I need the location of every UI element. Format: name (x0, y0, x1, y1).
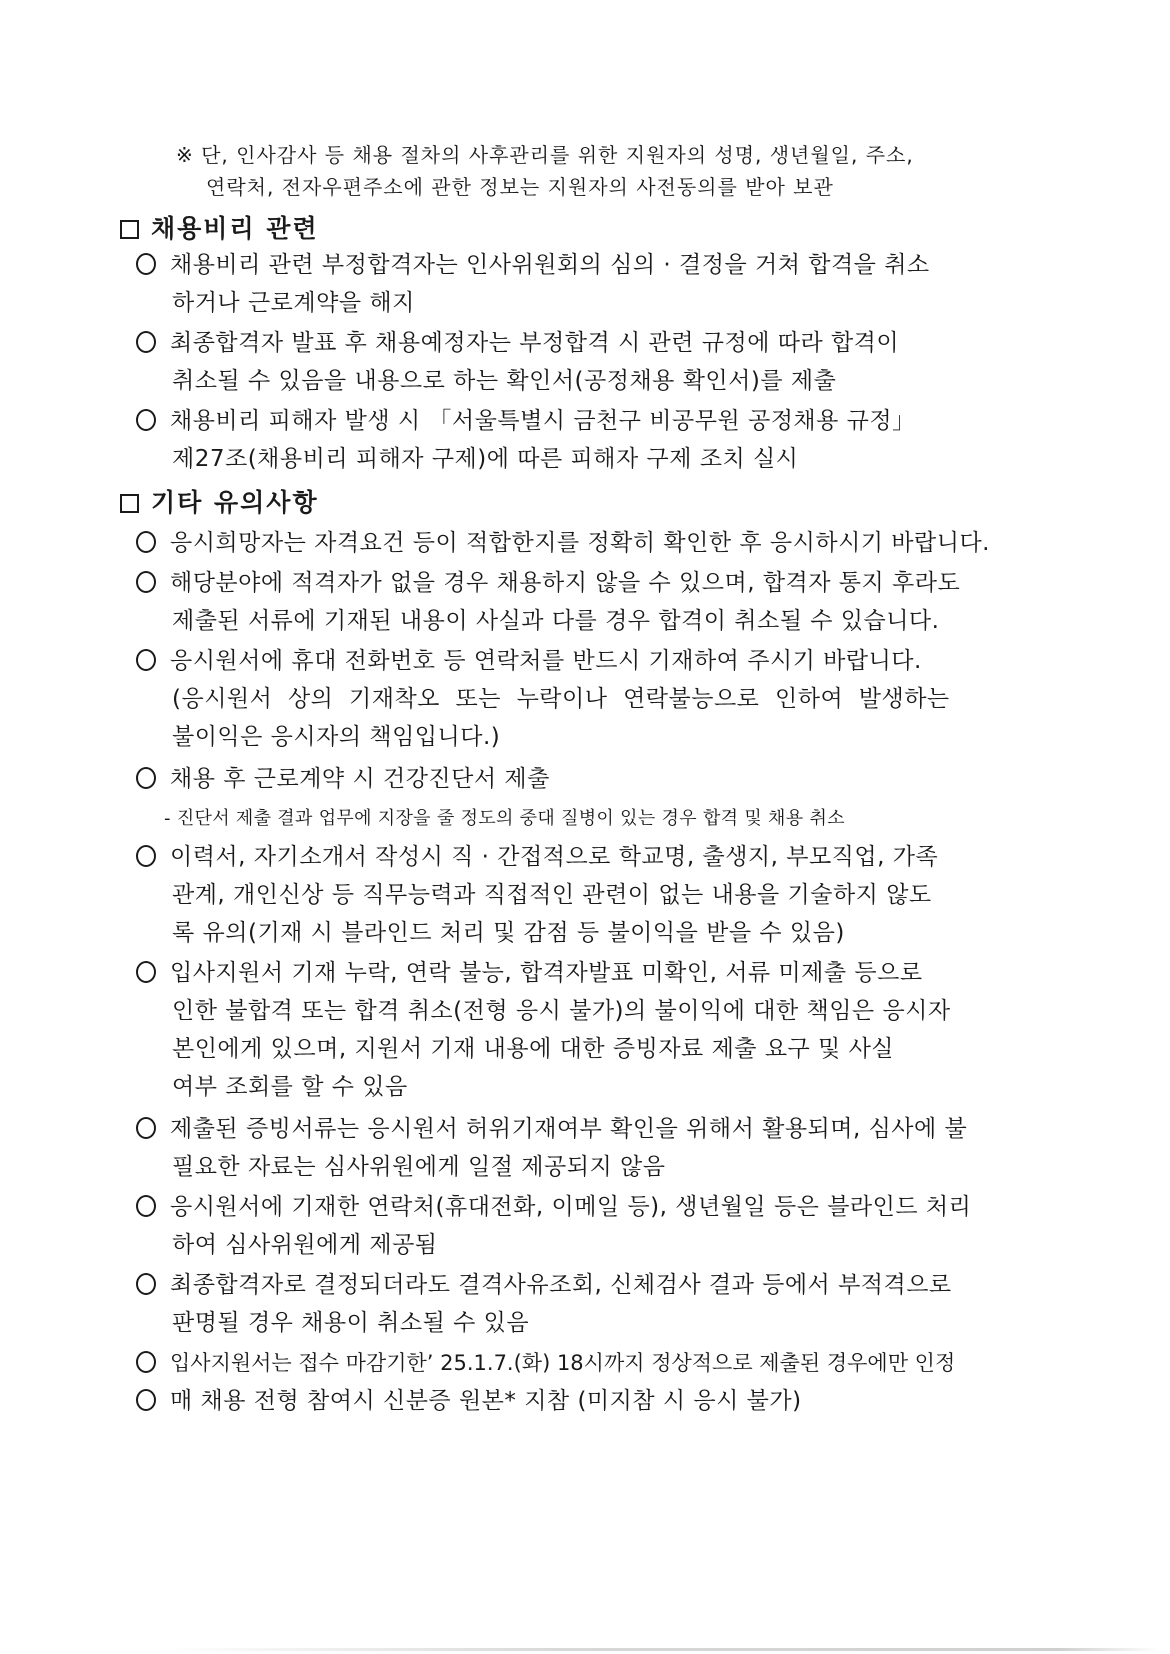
list-item (136, 1192, 971, 1222)
list-item-continuation: 본인에게 있으며, 지원서 기재 내용에 대한 증빙자료 제출 요구 및 사실 (172, 1036, 895, 1062)
list-item (136, 1348, 955, 1378)
list-item-continuation: 제27조(채용비리 피해자 구제)에 따른 피해자 구제 조치 실시 (172, 446, 799, 472)
circle-bullet-icon (136, 1117, 156, 1139)
list-item (136, 528, 990, 558)
list-item-text: 채용 후 근로계약 시 건강진단서 제출 (170, 766, 550, 792)
list-item (136, 406, 916, 436)
list-item-text: 매 채용 전형 참여시 신분증 원본* 지참 (미지참 시 응시 불가) (170, 1388, 802, 1414)
list-item-text: 응시원서에 휴대 전화번호 등 연락처를 반드시 기재하여 주시기 바랍니다. (170, 648, 922, 674)
list-item-continuation: 하여 심사위원에게 제공됨 (172, 1232, 438, 1258)
list-item (136, 764, 550, 794)
list-item-text: 입사지원서 기재 누락, 연락 불능, 합격자발표 미확인, 서류 미제출 등으로 (170, 960, 923, 986)
list-item-text: 채용비리 관련 부정합격자는 인사위원회의 심의 · 결정을 거쳐 합격을 취소 (170, 252, 930, 278)
list-item (136, 568, 960, 598)
list-item (136, 1270, 952, 1300)
circle-bullet-icon (136, 531, 156, 553)
section-title: 기타 유의사항 (151, 488, 319, 517)
list-item-continuation: 관계, 개인신상 등 직무능력과 직접적인 관련이 없는 내용을 기술하지 않도 (172, 882, 932, 908)
list-item-continuation: 취소될 수 있음을 내용으로 하는 확인서(공정채용 확인서)를 제출 (172, 368, 837, 394)
list-item-text: 응시희망자는 자격요건 등이 적합한지를 정확히 확인한 후 응시하시기 바랍니다. (170, 530, 990, 556)
section-title: 채용비리 관련 (151, 214, 319, 243)
circle-bullet-icon (136, 961, 156, 983)
list-item-continuation: 하거나 근로계약을 해지 (172, 290, 415, 316)
list-item-text: 해당분야에 적격자가 없을 경우 채용하지 않을 수 있으며, 합격자 통지 후라도 (170, 570, 961, 596)
section-heading-recruitment-corruption (120, 214, 319, 244)
list-item (136, 958, 923, 988)
circle-bullet-icon (136, 409, 156, 431)
circle-bullet-icon (136, 253, 156, 275)
list-item-continuation: 제출된 서류에 기재된 내용이 사실과 다를 경우 합격이 취소될 수 있습니다. (172, 608, 940, 634)
list-item (136, 328, 899, 358)
page-edge-shadow (160, 1648, 1160, 1651)
list-item-continuation: (응시원서 상의 기재착오 또는 누락이나 연락불능으로 인하여 발생하는 (172, 686, 950, 712)
list-item-text: 이력서, 자기소개서 작성시 직 · 간접적으로 학교명, 출생지, 부모직업, 가족 (170, 844, 939, 870)
circle-bullet-icon (136, 1351, 156, 1373)
circle-bullet-icon (136, 1273, 156, 1295)
list-item-text: 응시원서에 기재한 연락처(휴대전화, 이메일 등), 생년월일 등은 블라인드 처리 (170, 1194, 972, 1220)
section-heading-other-notes (120, 488, 319, 518)
circle-bullet-icon (136, 1389, 156, 1411)
square-bullet-icon (120, 494, 139, 513)
list-item (136, 250, 930, 280)
list-item-continuation: 필요한 자료는 심사위원에게 일절 제공되지 않음 (172, 1154, 666, 1180)
list-item (136, 842, 938, 872)
circle-bullet-icon (136, 845, 156, 867)
circle-bullet-icon (136, 1195, 156, 1217)
list-item-continuation: 록 유의(기재 시 블라인드 처리 및 감점 등 불이익을 받을 수 있음) (172, 920, 845, 946)
list-item-text: 최종합격자 발표 후 채용예정자는 부정합격 시 관련 규정에 따라 합격이 (170, 330, 900, 356)
list-item-text: 채용비리 피해자 발생 시 「서울특별시 금천구 비공무원 공정채용 규정」 (170, 408, 916, 434)
circle-bullet-icon (136, 767, 156, 789)
list-item (136, 1114, 967, 1144)
list-item (136, 1386, 802, 1416)
circle-bullet-icon (136, 331, 156, 353)
circle-bullet-icon (136, 649, 156, 671)
circle-bullet-icon (136, 571, 156, 593)
square-bullet-icon (120, 220, 139, 239)
list-item-text: 최종합격자로 결정되더라도 결격사유조회, 신체검사 결과 등에서 부적격으로 (170, 1272, 952, 1298)
list-item-continuation: 판명될 경우 채용이 취소될 수 있음 (172, 1310, 530, 1336)
list-item-text: 입사지원서는 접수 마감기한’ 25.1.7.(화) 18시까지 정상적으로 제출된 경우에만 인정 (170, 1351, 956, 1375)
intro-note-line-1: ※ 단, 인사감사 등 채용 절차의 사후관리를 위한 지원자의 성명, 생년월일, 주소, (176, 143, 914, 167)
sub-note: - 진단서 제출 결과 업무에 지장을 줄 정도의 중대 질병이 있는 경우 합격 및 채용 취소 (164, 808, 845, 829)
list-item-text: 제출된 증빙서류는 응시원서 허위기재여부 확인을 위해서 활용되며, 심사에 불 (170, 1116, 968, 1142)
list-item-continuation: 인한 불합격 또는 합격 취소(전형 응시 불가)의 불이익에 대한 책임은 응시자 (172, 998, 951, 1024)
list-item (136, 646, 922, 676)
intro-note-line-2: 연락처, 전자우편주소에 관한 정보는 지원자의 사전동의를 받아 보관 (206, 175, 834, 199)
list-item-continuation: 불이익은 응시자의 책임입니다.) (172, 724, 501, 750)
list-item-continuation: 여부 조회를 할 수 있음 (172, 1074, 408, 1100)
